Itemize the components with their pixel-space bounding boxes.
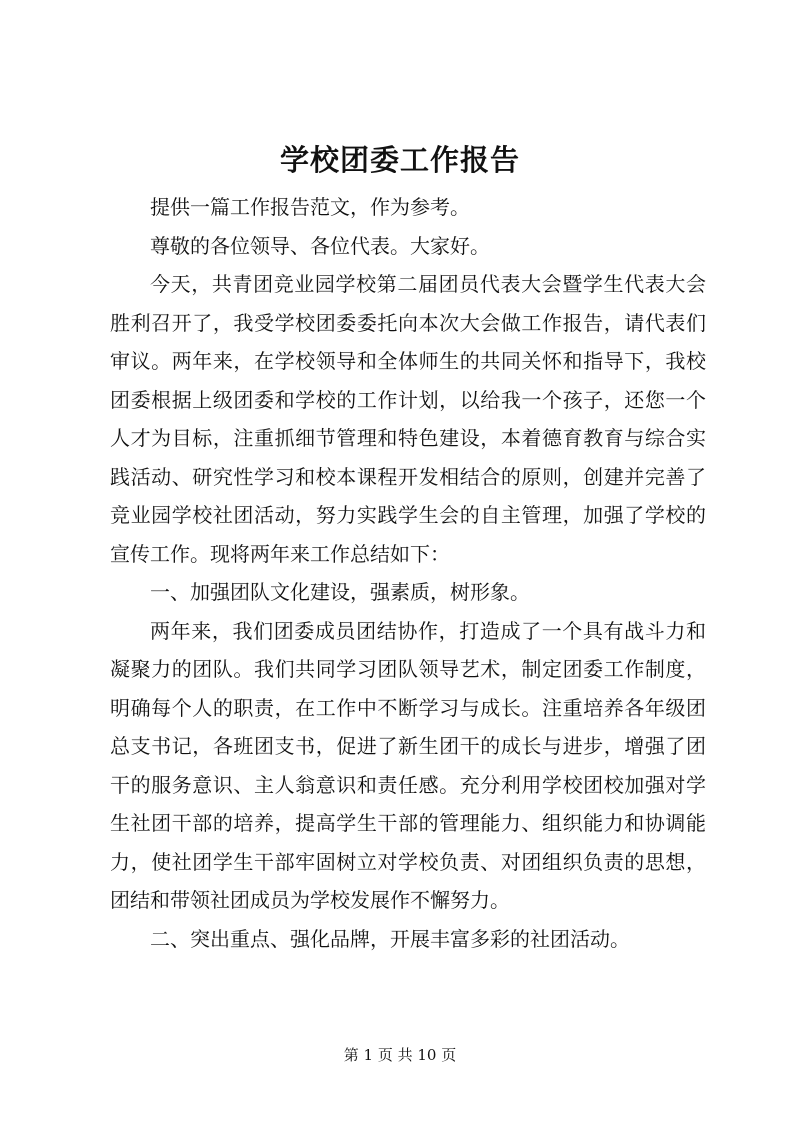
page-number-footer: 第 1 页 共 10 页 <box>343 1046 457 1064</box>
section-heading-1: 一、加强团队文化建设，强素质，树形象。 <box>150 580 530 604</box>
document-body <box>110 188 706 958</box>
paragraph-greeting: 尊敬的各位领导、各位代表。大家好。 <box>150 233 490 258</box>
section-heading-2: 二、突出重点、强化品牌，开展丰富多彩的社团活动。 <box>150 926 630 951</box>
document-title: 学校团委工作报告 <box>279 143 520 177</box>
paragraph-section-1: 两年来，我们团委成员团结协作，打造成了一个具有战斗力和凝聚力的团队。我们共同学习团队领导艺术，制定团委工作制度，明确每个人的职责，在工作中不断学习与成长。注重培养各年级团总支书记，各班团支书，促进了新生团干的成长与进步，增强了团干的服务意识、主人翁意识和责任感。充分利用学校团校加强对学生社团干部的培养，提高学生干部的管理能力、组织能力和协调能力，使社团学生干部牢固树立对学校负责、对团组织负责的思想，团结和带领社团成员为学校发展作不懈努力。 <box>110 618 706 912</box>
paragraph-intro: 提供一篇工作报告范文，作为参考。 <box>150 195 470 219</box>
paragraph-opening: 今天，共青团竞业园学校第二届团员代表大会暨学生代表大会胜利召开了，我受学校团委委托向本次大会做工作报告，请代表们审议。两年来，在学校领导和全体师生的共同关怀和指导下，我校团委根据上级团委和学校的工作计划，以给我一个孩子，还您一个人才为目标，注重抓细节管理和特色建设，本着德育教育与综合实践活动、研究性学习和校本课程开发相结合的原则，创建并完善了竞业园学校社团活动，努力实践学生会的自主管理，加强了学校的宣传工作。现将两年来工作总结如下： <box>110 272 706 566</box>
